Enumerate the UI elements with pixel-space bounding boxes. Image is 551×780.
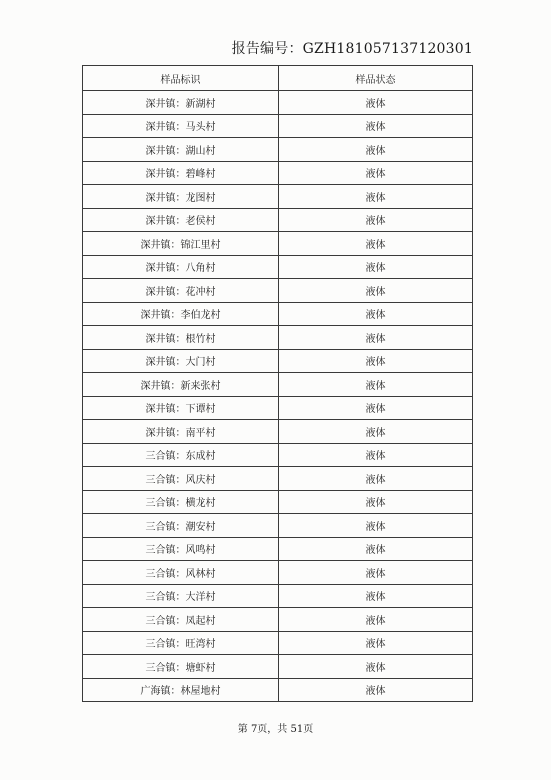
cell-sample-state: 液体 xyxy=(279,396,473,420)
sample-table xyxy=(82,65,473,702)
table-row xyxy=(83,420,473,444)
cell-sample-state: 液体 xyxy=(279,161,473,185)
table-row xyxy=(83,302,473,326)
table-row xyxy=(83,326,473,350)
table-row xyxy=(83,561,473,585)
table-row xyxy=(83,396,473,420)
table-row xyxy=(83,584,473,608)
cell-sample-id: 三合镇：风庆村 xyxy=(83,467,279,491)
table-row xyxy=(83,443,473,467)
cell-sample-state: 液体 xyxy=(279,255,473,279)
header-sample-id: 样品标识 xyxy=(83,66,279,91)
cell-sample-state: 液体 xyxy=(279,537,473,561)
table-row xyxy=(83,537,473,561)
table-row xyxy=(83,373,473,397)
table-row xyxy=(83,678,473,702)
table-row xyxy=(83,490,473,514)
cell-sample-id: 深井镇：龙图村 xyxy=(83,185,279,209)
cell-sample-state: 液体 xyxy=(279,138,473,162)
cell-sample-state: 液体 xyxy=(279,420,473,444)
cell-sample-id: 深井镇：下谭村 xyxy=(83,396,279,420)
cell-sample-id: 三合镇：风林村 xyxy=(83,561,279,585)
cell-sample-id: 广海镇：林屋地村 xyxy=(83,678,279,702)
table-row xyxy=(83,279,473,303)
cell-sample-id: 三合镇：横龙村 xyxy=(83,490,279,514)
cell-sample-id: 三合镇：潮安村 xyxy=(83,514,279,538)
table-row xyxy=(83,608,473,632)
table-row xyxy=(83,161,473,185)
table-row xyxy=(83,232,473,256)
cell-sample-state: 液体 xyxy=(279,608,473,632)
cell-sample-id: 深井镇：新湖村 xyxy=(83,91,279,115)
table-row xyxy=(83,138,473,162)
table-row xyxy=(83,349,473,373)
cell-sample-state: 液体 xyxy=(279,467,473,491)
table-row xyxy=(83,514,473,538)
cell-sample-state: 液体 xyxy=(279,490,473,514)
cell-sample-state: 液体 xyxy=(279,114,473,138)
cell-sample-id: 三合镇：塘虾村 xyxy=(83,655,279,679)
cell-sample-id: 深井镇：新来张村 xyxy=(83,373,279,397)
cell-sample-state: 液体 xyxy=(279,302,473,326)
cell-sample-state: 液体 xyxy=(279,232,473,256)
cell-sample-state: 液体 xyxy=(279,326,473,350)
table-row xyxy=(83,208,473,232)
report-number: 报告编号：GZH181057137120301 xyxy=(231,41,473,57)
cell-sample-state: 液体 xyxy=(279,584,473,608)
cell-sample-state: 液体 xyxy=(279,185,473,209)
cell-sample-id: 深井镇：花冲村 xyxy=(83,279,279,303)
table-header-row xyxy=(83,66,473,91)
cell-sample-state: 液体 xyxy=(279,279,473,303)
cell-sample-id: 三合镇：凤起村 xyxy=(83,608,279,632)
cell-sample-id: 深井镇：碧峰村 xyxy=(83,161,279,185)
cell-sample-id: 深井镇：马头村 xyxy=(83,114,279,138)
cell-sample-id: 三合镇：东成村 xyxy=(83,443,279,467)
cell-sample-state: 液体 xyxy=(279,349,473,373)
cell-sample-state: 液体 xyxy=(279,208,473,232)
cell-sample-state: 液体 xyxy=(279,373,473,397)
cell-sample-id: 深井镇：八角村 xyxy=(83,255,279,279)
cell-sample-state: 液体 xyxy=(279,655,473,679)
table-row xyxy=(83,114,473,138)
cell-sample-state: 液体 xyxy=(279,514,473,538)
cell-sample-state: 液体 xyxy=(279,443,473,467)
table-row xyxy=(83,631,473,655)
table-row xyxy=(83,91,473,115)
table-body xyxy=(83,91,473,702)
cell-sample-id: 深井镇：老侯村 xyxy=(83,208,279,232)
cell-sample-id: 三合镇：大洋村 xyxy=(83,584,279,608)
cell-sample-id: 深井镇：李伯龙村 xyxy=(83,302,279,326)
table-row xyxy=(83,255,473,279)
cell-sample-state: 液体 xyxy=(279,91,473,115)
cell-sample-id: 深井镇：南平村 xyxy=(83,420,279,444)
cell-sample-id: 三合镇：旺湾村 xyxy=(83,631,279,655)
cell-sample-id: 深井镇：根竹村 xyxy=(83,326,279,350)
cell-sample-id: 三合镇：风鸣村 xyxy=(83,537,279,561)
table-row xyxy=(83,467,473,491)
page-footer: 第 7页，共 51页 xyxy=(237,724,314,735)
cell-sample-state: 液体 xyxy=(279,631,473,655)
cell-sample-id: 深井镇：大门村 xyxy=(83,349,279,373)
cell-sample-state: 液体 xyxy=(279,561,473,585)
table-row xyxy=(83,185,473,209)
cell-sample-state: 液体 xyxy=(279,678,473,702)
header-sample-state: 样品状态 xyxy=(279,66,473,91)
cell-sample-id: 深井镇：湖山村 xyxy=(83,138,279,162)
cell-sample-id: 深井镇：锦江里村 xyxy=(83,232,279,256)
table-row xyxy=(83,655,473,679)
